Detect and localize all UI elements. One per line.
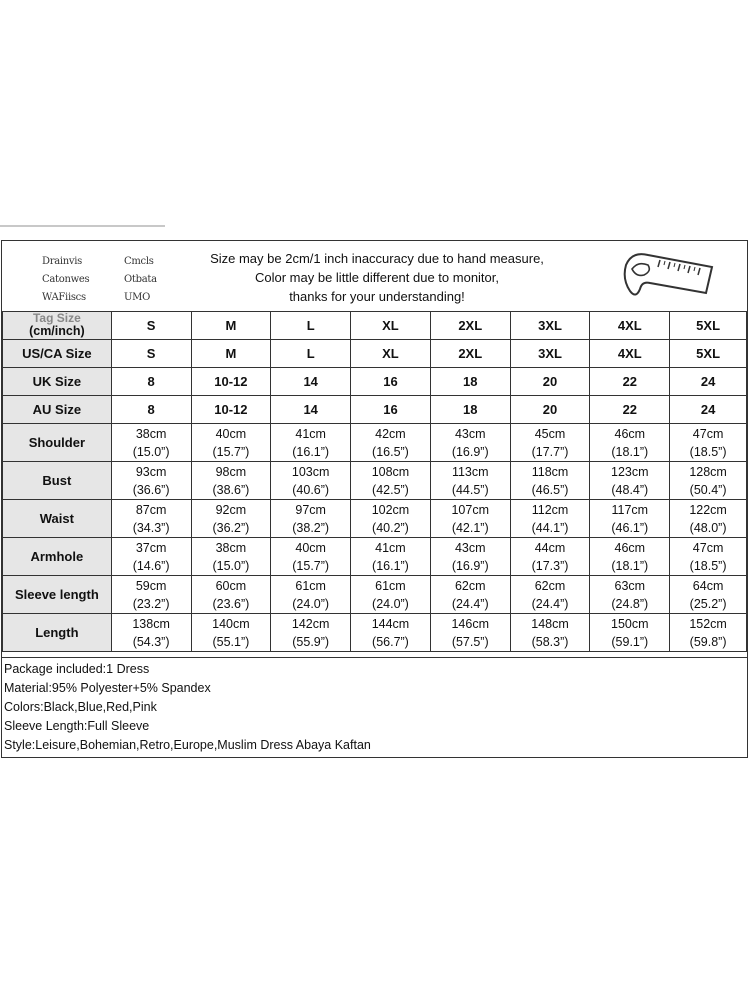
measurement-cell: [271, 500, 351, 538]
cm-value: 87cm: [135, 502, 167, 517]
inch-value: (46.5”): [531, 482, 569, 497]
inch-value: (34.3”): [132, 520, 170, 535]
size-cell: 10-12: [191, 368, 271, 396]
measurement-row: [3, 462, 747, 500]
inch-value: (48.0”): [689, 520, 727, 535]
measurement-cell: [111, 500, 191, 538]
measuring-tape-icon: [620, 247, 716, 305]
row-label: US/CA Size: [3, 340, 112, 368]
measurement-cell: [271, 538, 351, 576]
inch-value: (57.5”): [451, 634, 489, 649]
size-cell: 8: [111, 396, 191, 424]
cm-value: 41cm: [295, 426, 326, 441]
cm-value: 47cm: [692, 540, 724, 555]
inch-value: (48.4”): [611, 482, 649, 497]
inch-value: (23.6”): [212, 596, 250, 611]
measurement-cell: [590, 424, 670, 462]
cm-value: 45cm: [534, 426, 566, 441]
measurement-cell: [590, 614, 670, 652]
cm-value: 63cm: [614, 578, 646, 593]
size-cell: 16: [351, 396, 431, 424]
inch-value: (38.2”): [292, 520, 330, 535]
row-label: UK Size: [3, 368, 112, 396]
inch-value: (24.0”): [292, 596, 330, 611]
measurement-cell: [430, 538, 510, 576]
size-cell: 24: [670, 396, 747, 424]
cm-value: 43cm: [454, 426, 486, 441]
row-label: Length: [3, 614, 112, 652]
measurement-row: [3, 538, 747, 576]
inch-value: (42.5”): [372, 482, 409, 497]
cm-value: 47cm: [692, 426, 724, 441]
cm-value: 59cm: [135, 578, 167, 593]
top-divider: [0, 225, 165, 227]
notice-line: Color may be little different due to monitor,: [255, 270, 499, 285]
measurement-cell: [351, 576, 431, 614]
cm-value: 93cm: [135, 464, 167, 479]
size-cell: 14: [271, 368, 351, 396]
cm-value: 40cm: [215, 426, 247, 441]
cm-value: 112cm: [531, 502, 569, 517]
tag-size-unit: (cm/inch): [29, 323, 85, 338]
inch-value: (24.4”): [451, 596, 489, 611]
measurement-cell: [191, 462, 271, 500]
measurement-cell: [670, 424, 747, 462]
size-cell: 20: [510, 368, 590, 396]
cm-value: 60cm: [215, 578, 247, 593]
inch-value: (42.1”): [451, 520, 489, 535]
measurement-cell: [271, 462, 351, 500]
measurement-row: [3, 614, 747, 652]
cm-value: 138cm: [132, 616, 170, 631]
measurement-cell: [271, 614, 351, 652]
measurement-cell: [590, 462, 670, 500]
cm-value: 97cm: [295, 502, 326, 517]
cm-value: 46cm: [614, 540, 646, 555]
notice-line: Size may be 2cm/1 inch inaccuracy due to hand measure,: [210, 251, 544, 266]
measurement-cell: [430, 500, 510, 538]
measurement-cell: [111, 538, 191, 576]
measurement-cell: [510, 424, 590, 462]
size-table: [2, 311, 747, 652]
brand-text-line: Otbata: [124, 274, 157, 285]
size-cell: 18: [430, 396, 510, 424]
inch-value: (16.9”): [451, 444, 489, 459]
cm-value: 38cm: [215, 540, 247, 555]
inch-value: (56.7”): [372, 634, 409, 649]
measurement-cell: [111, 424, 191, 462]
cm-value: 148cm: [531, 616, 569, 631]
chart-header: [2, 241, 747, 312]
measurement-cell: [670, 576, 747, 614]
cm-value: 146cm: [451, 616, 489, 631]
cm-value: 123cm: [611, 464, 649, 479]
size-cell: 8: [111, 368, 191, 396]
size-cell: XL: [351, 340, 431, 368]
inch-value: (24.0”): [372, 596, 409, 611]
measurement-cell: [590, 576, 670, 614]
cm-value: 118cm: [531, 464, 569, 479]
measurement-cell: [670, 614, 747, 652]
inch-value: (16.9”): [451, 558, 489, 573]
info-material: Material:95% Polyester+5% Spandex: [4, 681, 211, 695]
cm-value: 142cm: [291, 616, 330, 631]
inch-value: (23.2”): [132, 596, 170, 611]
notice-line: thanks for your understanding!: [289, 289, 465, 304]
brand-text-line: UMO: [124, 292, 150, 303]
size-cell: 3XL: [510, 340, 590, 368]
inch-value: (17.7”): [531, 444, 569, 459]
cm-value: 62cm: [454, 578, 486, 593]
inch-value: (44.5”): [451, 482, 489, 497]
row-label: [3, 312, 112, 340]
measurement-row: [3, 424, 747, 462]
tag-size-cell: M: [191, 312, 271, 340]
brand-text-line: Cmcls: [124, 256, 154, 267]
inch-value: (24.4”): [531, 596, 569, 611]
tag-size-row: [3, 312, 747, 340]
inch-value: (40.6”): [292, 482, 330, 497]
inch-value: (16.1”): [372, 558, 409, 573]
cm-value: 122cm: [689, 502, 727, 517]
cm-value: 108cm: [371, 464, 410, 479]
cm-value: 41cm: [375, 540, 406, 555]
measurement-cell: [510, 500, 590, 538]
size-cell: S: [111, 340, 191, 368]
tag-size-cell: S: [111, 312, 191, 340]
tag-size-cell: 4XL: [590, 312, 670, 340]
tag-size-cell: 2XL: [430, 312, 510, 340]
inch-value: (40.2”): [372, 520, 409, 535]
row-label: Shoulder: [3, 424, 112, 462]
measurement-cell: [271, 576, 351, 614]
measurement-cell: [351, 614, 431, 652]
cm-value: 140cm: [212, 616, 250, 631]
inch-value: (18.5”): [689, 444, 727, 459]
inch-value: (18.1”): [611, 558, 649, 573]
tag-size-cell: L: [271, 312, 351, 340]
measurement-cell: [670, 462, 747, 500]
measurement-cell: [351, 424, 431, 462]
measurement-cell: [111, 462, 191, 500]
tag-size-cell: XL: [351, 312, 431, 340]
inch-value: (24.8”): [611, 596, 649, 611]
cm-value: 46cm: [614, 426, 646, 441]
inch-value: (16.1”): [292, 444, 330, 459]
size-cell: 20: [510, 396, 590, 424]
measurement-cell: [111, 576, 191, 614]
cm-value: 117cm: [611, 502, 649, 517]
measurement-notice: [182, 249, 572, 306]
cm-value: 113cm: [451, 464, 489, 479]
inch-value: (18.5”): [689, 558, 727, 573]
size-row: [3, 340, 747, 368]
inch-value: (50.4”): [689, 482, 727, 497]
cm-value: 43cm: [454, 540, 486, 555]
row-label: Armhole: [3, 538, 112, 576]
brand-text-line: WAFiiscs: [42, 292, 86, 303]
brand-text-left: [42, 253, 89, 307]
inch-value: (17.3”): [531, 558, 569, 573]
measurement-cell: [351, 500, 431, 538]
cm-value: 98cm: [215, 464, 247, 479]
inch-value: (59.1”): [611, 634, 649, 649]
cm-value: 62cm: [534, 578, 566, 593]
cm-value: 150cm: [611, 616, 649, 631]
cm-value: 37cm: [135, 540, 167, 555]
measurement-cell: [590, 500, 670, 538]
measurement-cell: [510, 538, 590, 576]
cm-value: 128cm: [689, 464, 727, 479]
cm-value: 44cm: [534, 540, 566, 555]
cm-value: 102cm: [371, 502, 410, 517]
info-package: Package included:1 Dress: [4, 662, 150, 676]
size-cell: 22: [590, 396, 670, 424]
size-cell: 5XL: [670, 340, 747, 368]
measurement-row: [3, 576, 747, 614]
cm-value: 152cm: [689, 616, 727, 631]
size-cell: 2XL: [430, 340, 510, 368]
inch-value: (15.7”): [292, 558, 330, 573]
inch-value: (38.6”): [212, 482, 250, 497]
info-colors: Colors:Black,Blue,Red,Pink: [4, 700, 157, 714]
measurement-cell: [191, 538, 271, 576]
measurement-cell: [590, 538, 670, 576]
brand-text-line: Catonwes: [42, 274, 90, 285]
measurement-cell: [351, 462, 431, 500]
measurement-cell: [510, 576, 590, 614]
size-cell: 16: [351, 368, 431, 396]
info-sleeve: Sleeve Length:Full Sleeve: [4, 719, 150, 733]
measurement-cell: [510, 462, 590, 500]
product-info: [2, 657, 747, 755]
row-label: Waist: [3, 500, 112, 538]
row-label: Bust: [3, 462, 112, 500]
row-label: Sleeve length: [3, 576, 112, 614]
measurement-cell: [670, 500, 747, 538]
inch-value: (14.6”): [132, 558, 170, 573]
inch-value: (36.6”): [132, 482, 170, 497]
measurement-cell: [670, 538, 747, 576]
cm-value: 64cm: [692, 578, 724, 593]
measurement-cell: [351, 538, 431, 576]
measurement-cell: [271, 424, 351, 462]
size-cell: 18: [430, 368, 510, 396]
measurement-cell: [191, 576, 271, 614]
size-row: [3, 368, 747, 396]
measurement-cell: [430, 424, 510, 462]
tag-size-cell: 3XL: [510, 312, 590, 340]
size-cell: L: [271, 340, 351, 368]
inch-value: (25.2”): [689, 596, 727, 611]
inch-value: (36.2”): [212, 520, 250, 535]
inch-value: (44.1”): [531, 520, 569, 535]
tag-size-cell: 5XL: [670, 312, 747, 340]
measurement-cell: [430, 576, 510, 614]
row-label: AU Size: [3, 396, 112, 424]
info-style: Style:Leisure,Bohemian,Retro,Europe,Muslim Dress Abaya Kaftan: [4, 738, 371, 752]
brand-text-right: [124, 253, 157, 307]
size-cell: 4XL: [590, 340, 670, 368]
measurement-cell: [191, 614, 271, 652]
size-cell: 14: [271, 396, 351, 424]
inch-value: (46.1”): [611, 520, 649, 535]
measurement-cell: [430, 462, 510, 500]
measurement-cell: [430, 614, 510, 652]
cm-value: 107cm: [451, 502, 489, 517]
size-row: [3, 396, 747, 424]
brand-text-line: Drainvis: [42, 256, 82, 267]
inch-value: (15.7”): [212, 444, 250, 459]
measurement-cell: [510, 614, 590, 652]
cm-value: 61cm: [295, 578, 326, 593]
inch-value: (18.1”): [611, 444, 649, 459]
size-cell: 24: [670, 368, 747, 396]
size-cell: M: [191, 340, 271, 368]
cm-value: 61cm: [375, 578, 406, 593]
cm-value: 42cm: [375, 426, 406, 441]
measurement-cell: [191, 424, 271, 462]
size-cell: 22: [590, 368, 670, 396]
inch-value: (15.0”): [132, 444, 170, 459]
inch-value: (59.8”): [689, 634, 727, 649]
cm-value: 92cm: [215, 502, 247, 517]
cm-value: 38cm: [135, 426, 167, 441]
measurement-cell: [191, 500, 271, 538]
inch-value: (58.3”): [531, 634, 569, 649]
cm-value: 103cm: [291, 464, 330, 479]
inch-value: (54.3”): [132, 634, 170, 649]
size-chart: [1, 240, 748, 758]
inch-value: (55.1”): [212, 634, 250, 649]
measurement-cell: [111, 614, 191, 652]
cm-value: 40cm: [295, 540, 326, 555]
tag-size-label: Tag Size: [32, 310, 81, 325]
measurement-row: [3, 500, 747, 538]
inch-value: (15.0”): [212, 558, 250, 573]
inch-value: (16.5”): [372, 444, 409, 459]
cm-value: 144cm: [371, 616, 410, 631]
size-cell: 10-12: [191, 396, 271, 424]
inch-value: (55.9”): [292, 634, 330, 649]
